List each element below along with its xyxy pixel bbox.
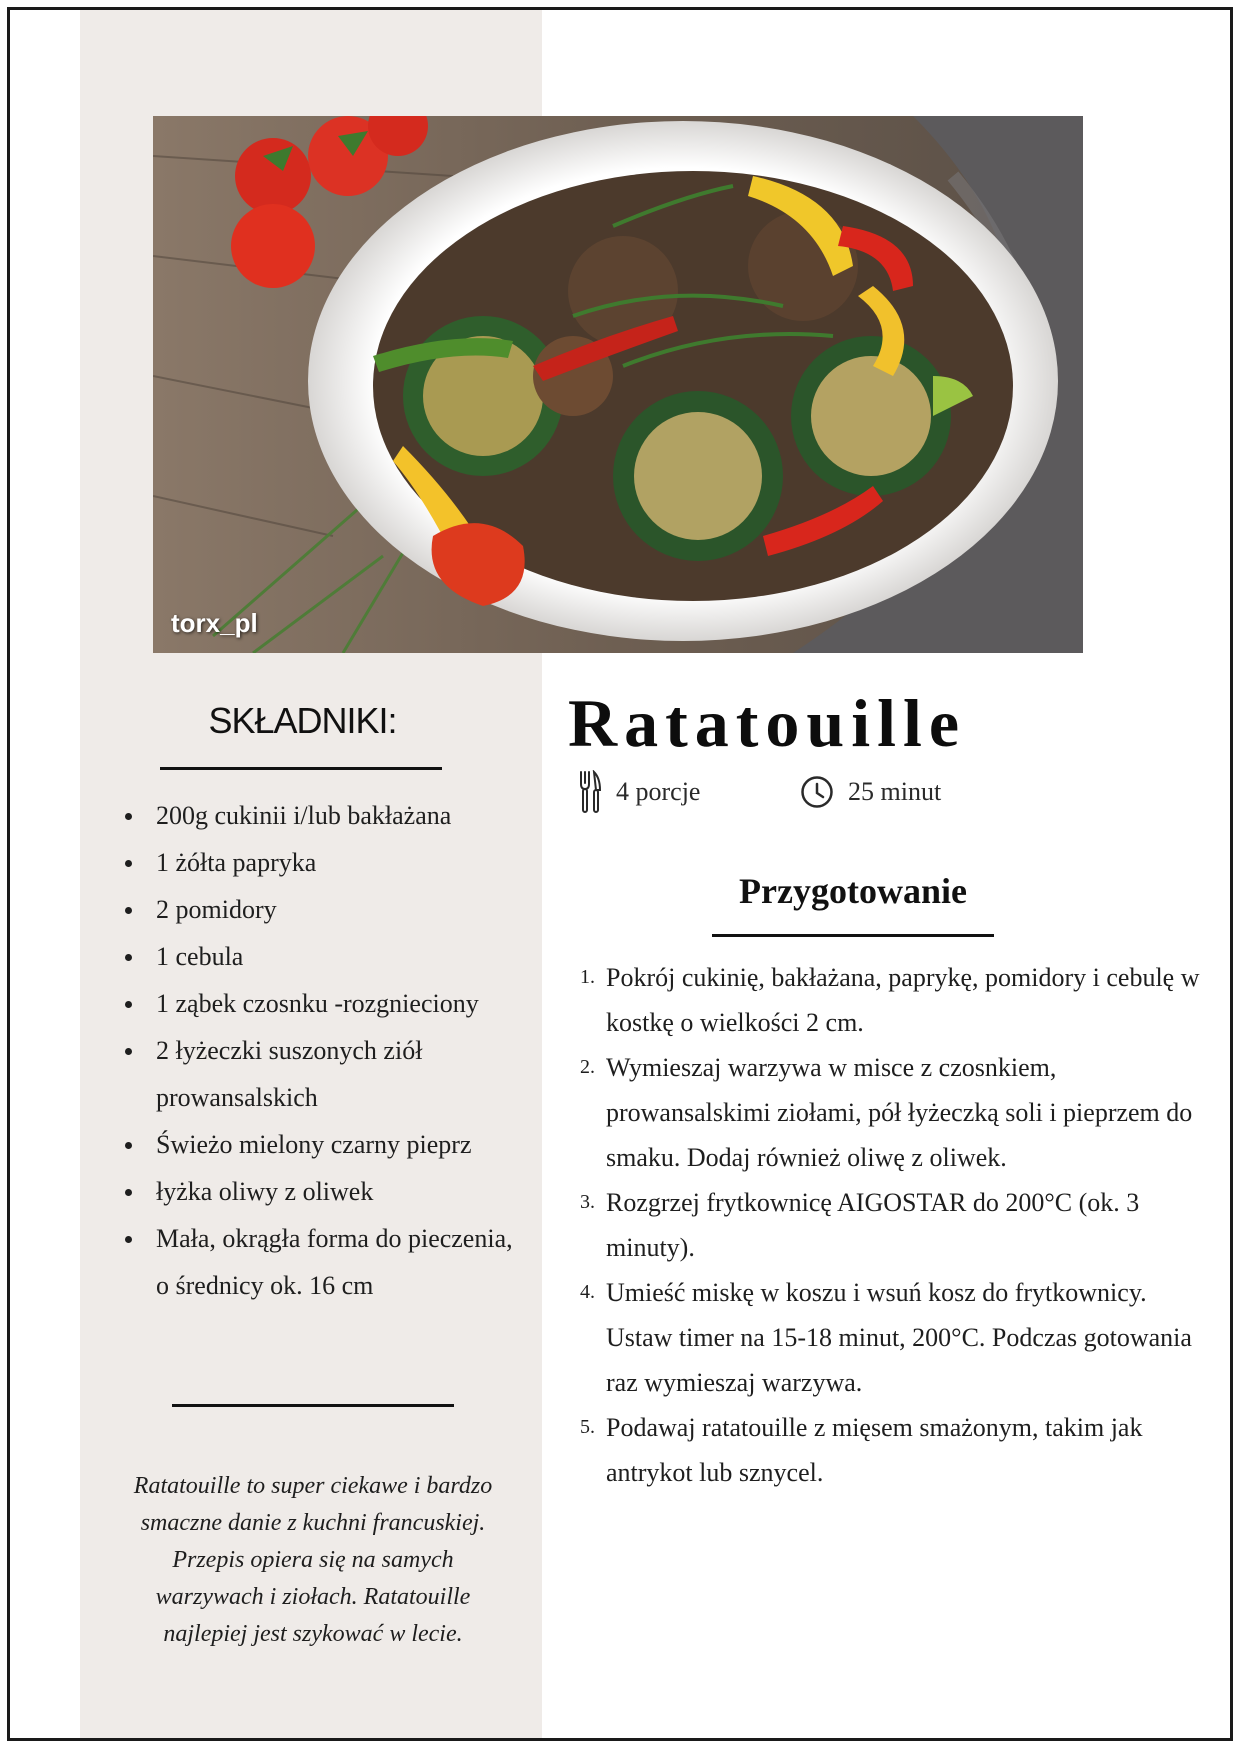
ingredient-item: 1 ząbek czosnku -rozgnieciony [120,980,530,1027]
step-text: Pokrój cukinię, bakłażana, paprykę, pomidory i cebulę w kostkę o wielkości 2 cm. [606,963,1200,1037]
step-number: 2. [580,1056,595,1078]
step-text: Podawaj ratatouille z mięsem smażonym, takim jak antrykot lub sznycel. [606,1413,1143,1487]
servings-info [578,770,700,814]
ingredient-item: 2 łyżeczki suszonych ziół prowansalskich [120,1027,530,1121]
step-text: Wymieszaj warzywa w misce z czosnkiem, prowansalskimi ziołami, pół łyżeczką soli i pieprzem do smaku. Dodaj również oliwę z oliwek. [606,1053,1193,1172]
preparation-divider [712,934,994,937]
ingredient-item: 1 cebula [120,933,530,980]
step-number: 1. [580,966,595,988]
recipe-title: Ratatouille [568,685,967,761]
note-divider [172,1404,454,1407]
fork-knife-icon [578,770,602,814]
step-item [580,1180,1200,1270]
ingredients-divider [160,767,442,770]
time-info [800,770,941,814]
ingredient-item: 200g cukinii i/lub bakłażana [120,792,530,839]
time-text: 25 minut [848,777,942,806]
ingredients-list [120,792,530,1309]
ingredient-item: 2 pomidory [120,886,530,933]
servings-text: 4 porcje [616,777,701,806]
step-item [580,1405,1200,1495]
step-text: Rozgrzej frytkownicę AIGOSTAR do 200°C (ok. 3 minuty). [606,1188,1140,1262]
step-item [580,1045,1200,1180]
step-number: 3. [580,1191,595,1213]
step-text: Umieść miskę w koszu i wsuń kosz do frytkownicy. Ustaw timer na 15-18 minut, 200°C. Podczas gotowania raz wymieszaj warzywa. [606,1278,1192,1397]
ratatouille-bowl-illustration [153,116,1083,653]
ingredient-item: łyżka oliwy z oliwek [120,1168,530,1215]
clock-icon [800,775,834,809]
ingredient-item: Świeżo mielony czarny pieprz [120,1121,530,1168]
ingredient-item: 1 żółta papryka [120,839,530,886]
ingredient-item: Mała, okrągła forma do pieczenia, o średnicy ok. 16 cm [120,1215,530,1309]
photo-watermark: torx_pl [171,608,258,638]
step-item [580,1270,1200,1405]
preparation-steps [580,955,1200,1495]
dish-photo [153,116,1083,653]
step-number: 5. [580,1416,595,1438]
recipe-note: Ratatouille to super ciekawe i bardzo smaczne danie z kuchni francuskiej. Przepis opiera się na samych warzywach i ziołach. Ratatouille najlepiej jest szykować w lecie. [133,1473,493,1647]
step-item [580,955,1200,1045]
step-number: 4. [580,1281,595,1303]
preparation-title: Przygotowanie [739,871,967,911]
ingredients-title: SKŁADNIKI: [208,700,397,741]
